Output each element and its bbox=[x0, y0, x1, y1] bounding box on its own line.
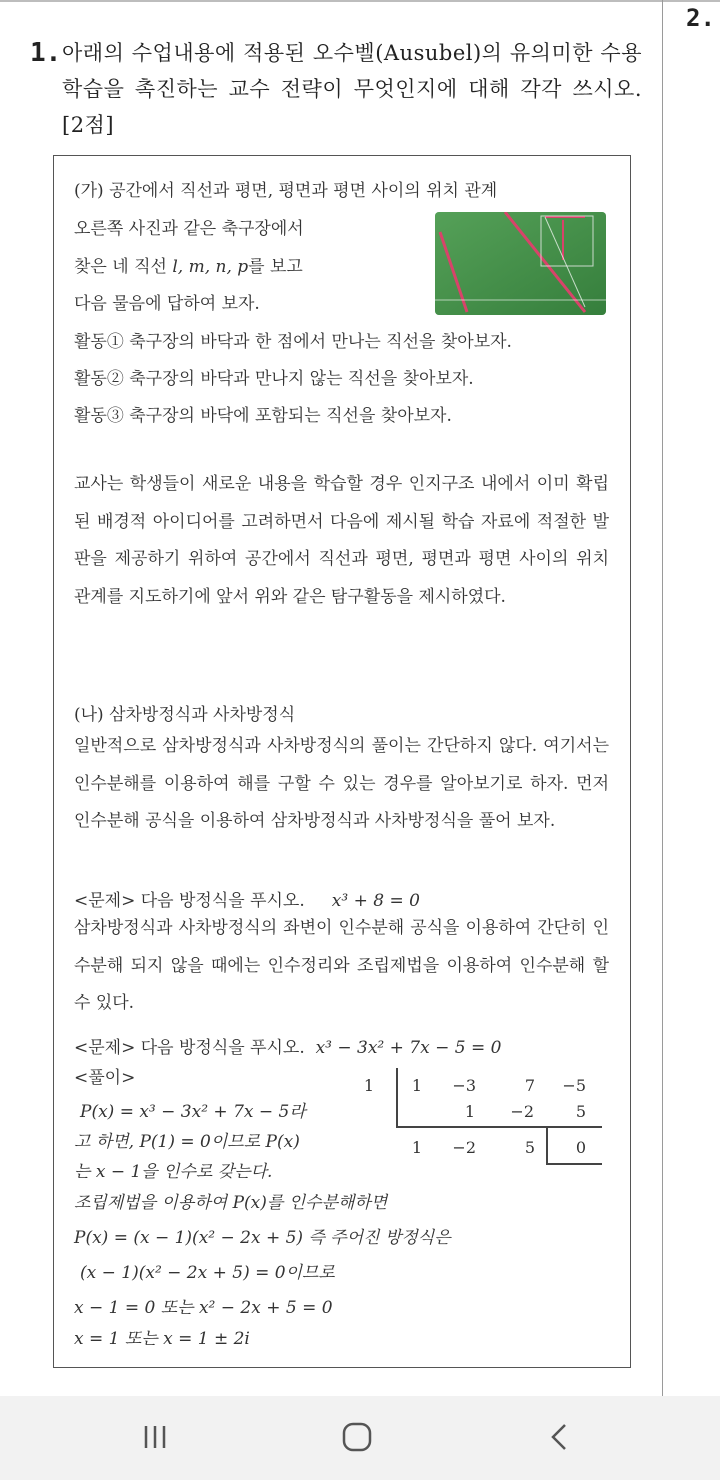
res-3: 5 bbox=[524, 1138, 535, 1157]
solution-line-2: 고 하면, P(1) = 0이므로 P(x) bbox=[74, 1132, 300, 1152]
activity-1: 활동① 축구장의 바닥과 한 점에서 만나는 직선을 찾아보자. bbox=[74, 332, 512, 352]
solution-line-8: x = 1 또는 x = 1 ± 2i bbox=[74, 1329, 250, 1349]
question-1-number: 1. bbox=[30, 38, 62, 68]
solution-line-5: P(x) = (x − 1)(x² − 2x + 5) 즉 주어진 방정식은 bbox=[74, 1228, 451, 1248]
res-1: 1 bbox=[411, 1138, 422, 1157]
solution-line-4: 조립제법을 이용하여 P(x)를 인수분해하면 bbox=[74, 1193, 388, 1213]
mid-1: 1 bbox=[464, 1102, 475, 1121]
remainder-box-bottom bbox=[546, 1163, 602, 1165]
question-prompt: 아래의 수업내용에 적용된 오수벨(Ausubel)의 유의미한 수용학습을 촉진하는 교수 전략이 무엇인지에 대해 각각 쓰시오. [2점] bbox=[62, 41, 642, 137]
coef-2: −3 bbox=[452, 1076, 476, 1095]
column-divider bbox=[662, 0, 663, 1396]
ga-paragraph: 교사는 학생들이 새로운 내용을 학습할 경우 인지구조 내에서 이미 확립된 배경적 아이디어를 고려하면서 다음에 제시될 학습 자료에 적절한 발판을 제공하기 위하여 공간에서 직선과 평면, 평면과 평면 사이의 위치 관계를 지도하기에 앞서 위와 같은 탐구활동을 제시하였다. bbox=[74, 474, 609, 607]
ga-line-1: 오른쪽 사진과 같은 축구장에서 bbox=[74, 219, 304, 239]
mid-3: 5 bbox=[575, 1102, 586, 1121]
problem-2: <문제> 다음 방정식을 푸시오. x³ − 3x² + 7x − 5 = 0 bbox=[74, 1038, 502, 1058]
solution-line-7: x − 1 = 0 또는 x² − 2x + 5 = 0 bbox=[74, 1298, 333, 1318]
remainder: 0 bbox=[575, 1138, 586, 1157]
solution-line-6: (x − 1)(x² − 2x + 5) = 0이므로 bbox=[80, 1263, 335, 1283]
problem-1: <문제> 다음 방정식을 푸시오. x³ + 8 = 0 bbox=[74, 891, 420, 911]
activity-2: 활동② 축구장의 바닥과 만나지 않는 직선을 찾아보자. bbox=[74, 369, 474, 389]
na-paragraph-2: 삼차방정식과 사차방정식의 좌변이 인수분해 공식을 이용하여 간단히 인수분해 되지 않을 때에는 인수정리와 조립제법을 이용하여 인수분해 할 수 있다. bbox=[74, 918, 609, 1013]
section-na-title: (나) 삼차방정식과 사차방정식 bbox=[74, 705, 296, 725]
top-border bbox=[0, 0, 720, 2]
ga-line-3: 다음 물음에 답하여 보자. bbox=[74, 294, 260, 314]
synthetic-division bbox=[360, 1068, 610, 1168]
mid-2: −2 bbox=[510, 1102, 534, 1121]
solution-line-3: 는 x − 1을 인수로 갖는다. bbox=[74, 1162, 273, 1182]
activity-3: 활동③ 축구장의 바닥에 포함되는 직선을 찾아보자. bbox=[74, 406, 452, 426]
recents-icon[interactable] bbox=[138, 1420, 172, 1454]
division-vertical-line bbox=[396, 1068, 398, 1127]
coef-1: 1 bbox=[411, 1076, 422, 1095]
divisor: 1 bbox=[363, 1076, 374, 1095]
res-2: −2 bbox=[452, 1138, 476, 1157]
section-ga-title: (가) 공간에서 직선과 평면, 평면과 평면 사이의 위치 관계 bbox=[74, 181, 498, 201]
coef-3: 7 bbox=[524, 1076, 535, 1095]
division-horizontal-line bbox=[396, 1126, 602, 1128]
back-icon[interactable] bbox=[544, 1420, 578, 1454]
question-2-number: 2. bbox=[686, 4, 715, 32]
coef-4: −5 bbox=[562, 1076, 586, 1095]
home-icon[interactable] bbox=[340, 1420, 374, 1454]
soccer-field-photo bbox=[435, 212, 606, 315]
na-paragraph: 일반적으로 삼차방정식과 사차방정식의 풀이는 간단하지 않다. 여기서는 인수분해를 이용하여 해를 구할 수 있는 경우를 알아보기로 하자. 먼저 인수분해 공식을 이용하여 삼차방정식과 사차방정식을 풀어 보자. bbox=[74, 736, 609, 831]
remainder-box-left bbox=[546, 1126, 548, 1164]
solution-line-1: P(x) = x³ − 3x² + 7x − 5라 bbox=[80, 1102, 306, 1122]
ga-line-2: 찾은 네 직선 l, m, n, p를 보고 bbox=[74, 257, 303, 277]
solution-label: <풀이> bbox=[74, 1068, 136, 1088]
